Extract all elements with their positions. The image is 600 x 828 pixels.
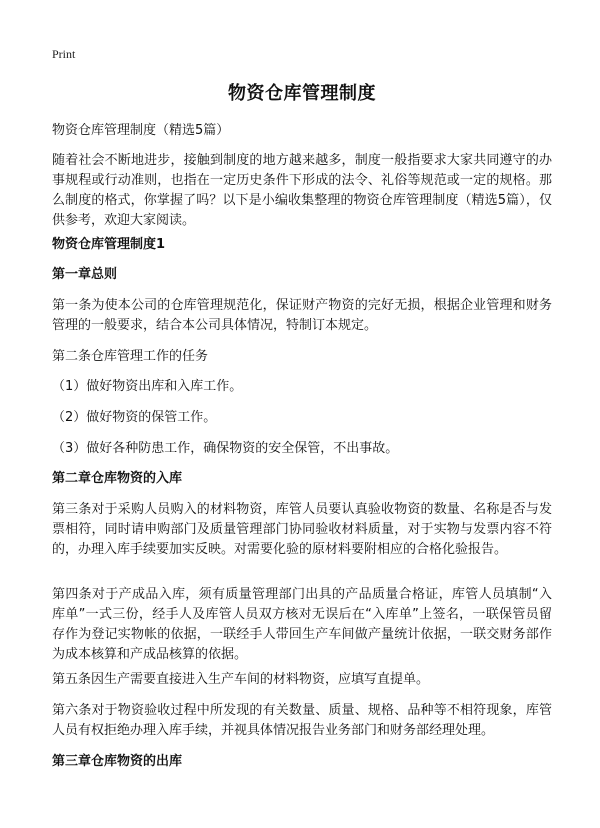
chapter-heading: 第三章仓库物资的出库 (52, 754, 183, 769)
article-1: 第一条为使本公司的仓库管理规范化，保证财产物资的完好无损，根据企业管理和财务管理的一般要求，结合本公司具体情况，特制订本规定。 (52, 298, 552, 333)
chapter-heading: 第二章仓库物资的入库 (52, 471, 183, 486)
list-item: （1）做好物资出库和入库工作。 (52, 379, 243, 394)
article-4: 第四条对于产成品入库，须有质量管理部门出具的产品质量合格证，库管人员填制“入库单”一式三份，经手人及库管人员双方核对无误后在“入库单”上签名，一联保管员留存作为登记实物帐的依据，一联经手人带回生产车间做产量统计依据，一联交财务部作为成本核算和产成品核算的依据。 (52, 587, 552, 662)
article-2: 第二条仓库管理工作的任务 (52, 349, 209, 364)
print-link[interactable]: Print (52, 47, 76, 61)
section-heading: 物资仓库管理制度1 (52, 237, 166, 252)
chapter-heading: 第一章总则 (52, 267, 118, 282)
article-3: 第三条对于采购人员购入的材料物资，库管人员要认真验收物资的数量、名称是否与发票相符，同时请申购部门及质量管理部门协同验收材料质量，对于实物与发票内容不符的，办理入库手续要加实反映。对需要化验的原材料要附相应的合格化验报告。 (52, 502, 552, 557)
article-5: 第五条因生产需要直接进入生产车间的材料物资，应填写直提单。 (52, 672, 430, 687)
paragraph-intro: 随着社会不断地进步，接触到制度的地方越来越多，制度一般指要求大家共同遵守的办事规程或行动准则，也指在一定历史条件下形成的法令、礼俗等规范或一定的规格。那么制度的格式，你掌握了吗？以下是小编收集整理的物资仓库管理制度（精选5篇），仅供参考，欢迎大家阅读。 (52, 153, 552, 228)
paragraph-intro-title: 物资仓库管理制度（精选5篇） (52, 123, 230, 138)
page-title: 物资仓库管理制度 (228, 83, 376, 104)
article-6: 第六条对于物资验收过程中所发现的有关数量、质量、规格、品种等不相符现象，库管人员有权拒绝办理入库手续，并视具体情况报告业务部门和财务部经理处理。 (52, 703, 552, 738)
list-item: （2）做好物资的保管工作。 (52, 410, 217, 425)
list-item: （3）做好各种防患工作，确保物资的安全保管，不出事故。 (52, 441, 399, 456)
